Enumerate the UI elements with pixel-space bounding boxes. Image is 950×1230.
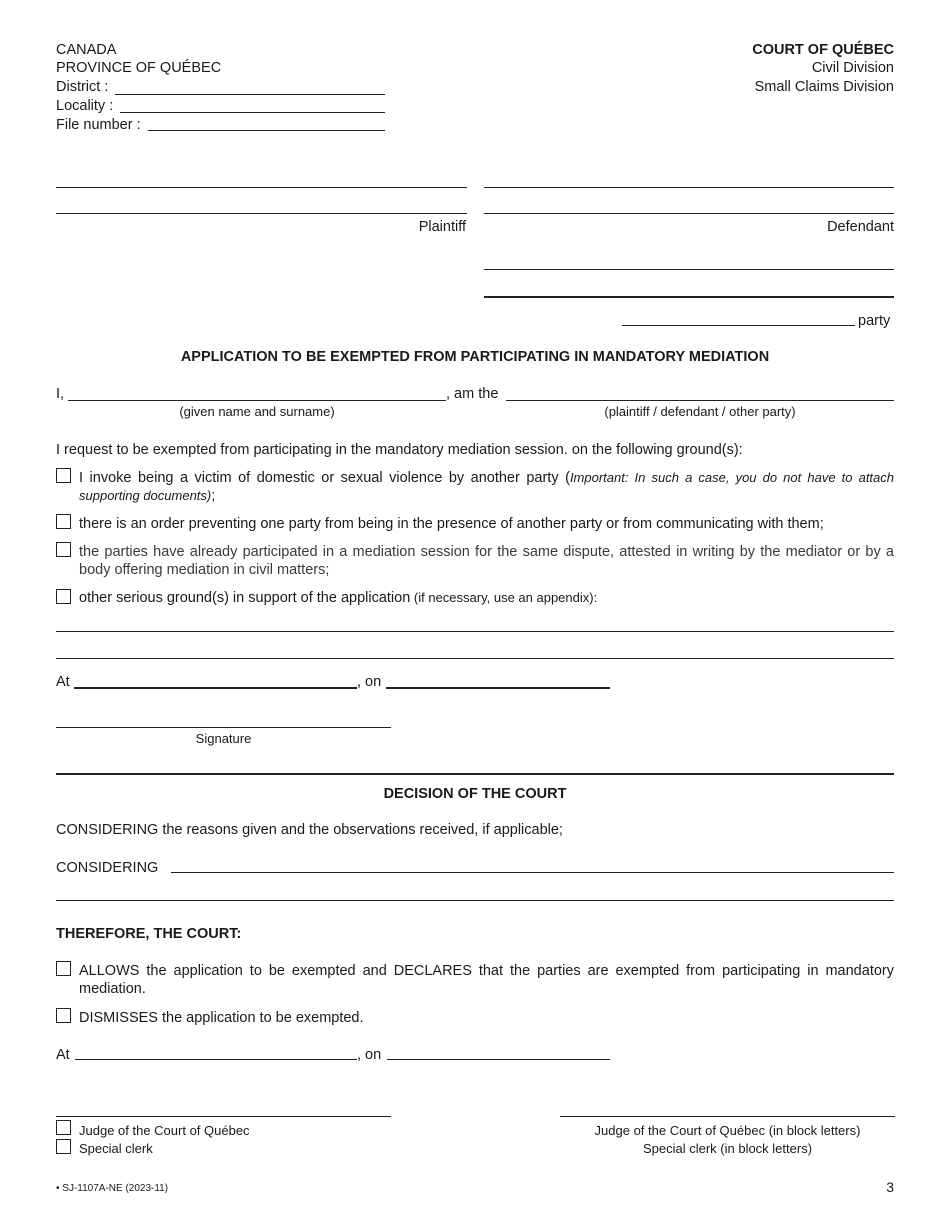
sub-division-label: Small Claims Division <box>754 79 894 95</box>
ground-violence-end: ; <box>211 488 216 504</box>
judge-checkbox[interactable] <box>56 1120 71 1135</box>
application-title: APPLICATION TO BE EXEMPTED FROM PARTICIPATING IN MANDATORY MEDIATION <box>180 349 770 365</box>
court-name: COURT OF QUÉBEC <box>752 42 894 58</box>
ground-mediation-checkbox[interactable] <box>56 542 71 557</box>
decision-at-field[interactable] <box>75 1059 357 1060</box>
decision-title: DECISION OF THE COURT <box>383 786 567 802</box>
ground-violence-checkbox[interactable] <box>56 468 71 483</box>
name-hint: (given name and surname) <box>179 404 335 419</box>
other-ground-line-2[interactable] <box>56 658 894 659</box>
judge-block-label: Judge of the Court of Québec (in block letters) <box>594 1123 861 1138</box>
decision-on-field[interactable] <box>387 1059 610 1060</box>
allows-text: ALLOWS the application to be exempted and DECLARES that the parties are exempted from participating in mandatory mediation. <box>79 963 894 997</box>
clerk-block-label: Special clerk (in block letters) <box>642 1141 813 1156</box>
ground-violence-text <box>79 469 894 505</box>
ground-order-text: there is an order preventing one party from being in the presence of another party or from communicating with them; <box>79 516 824 532</box>
defendant-label: Defendant <box>827 219 894 235</box>
section-divider <box>56 773 894 775</box>
clerk-checkbox[interactable] <box>56 1139 71 1154</box>
dismisses-checkbox[interactable] <box>56 1008 71 1023</box>
ground-order-checkbox[interactable] <box>56 514 71 529</box>
other-ground-line-1[interactable] <box>56 631 894 632</box>
form-code: • SJ-1107A-NE (2023-11) <box>56 1183 169 1194</box>
plaintiff-label: Plaintiff <box>418 219 466 235</box>
page-number: 3 <box>886 1179 894 1195</box>
i-label: I, <box>56 386 65 402</box>
plaintiff-line-1[interactable] <box>56 187 467 188</box>
considering-field-1[interactable] <box>171 872 894 873</box>
applicant-role-field[interactable] <box>506 400 894 401</box>
ground-other-checkbox[interactable] <box>56 589 71 604</box>
other-party-line-1[interactable] <box>484 269 894 270</box>
party-type-field[interactable] <box>622 325 855 326</box>
signature-field[interactable] <box>56 727 391 728</box>
considering-reasons: CONSIDERING the reasons given and the observations received, if applicable; <box>56 822 563 838</box>
locality-field[interactable] <box>120 112 385 113</box>
party-label: party <box>858 313 891 329</box>
judge-block-letters-field[interactable] <box>560 1116 895 1117</box>
ground-other-main: other serious ground(s) in support of the application <box>79 590 411 606</box>
country-label: CANADA <box>56 42 117 58</box>
file-number-field[interactable] <box>148 130 385 131</box>
district-field[interactable] <box>115 94 385 95</box>
applicant-name-field[interactable] <box>68 400 446 401</box>
division-label: Civil Division <box>811 60 894 76</box>
ground-mediation-text: the parties have already participated in a mediation session for the same dispute, attested in writing by the mediator or by a body offering mediation in civil matters; <box>79 544 894 578</box>
decision-on-label: , on <box>357 1047 382 1063</box>
therefore-label: THEREFORE, THE COURT: <box>56 926 242 942</box>
clerk-label: Special clerk <box>79 1141 153 1156</box>
at-label: At <box>56 674 70 690</box>
judge-label: Judge of the Court of Québec <box>79 1123 250 1138</box>
dismisses-text: DISMISSES the application to be exempted. <box>79 1010 364 1026</box>
considering-label: CONSIDERING <box>56 860 159 876</box>
ground-violence-note: Important: In such a case, you do not have to attach supporting documents) <box>79 470 894 503</box>
district-label: District : <box>56 79 109 95</box>
request-text: I request to be exempted from participating in the mandatory mediation session. on the following ground(s): <box>56 442 743 458</box>
am-the-label: , am the <box>446 386 499 402</box>
file-number-label: File number : <box>56 117 141 133</box>
allows-checkbox[interactable] <box>56 961 71 976</box>
on-date-field[interactable] <box>386 687 610 689</box>
on-label: , on <box>357 674 382 690</box>
considering-field-2[interactable] <box>56 900 894 901</box>
role-hint: (plaintiff / defendant / other party) <box>604 404 796 419</box>
ground-other-text <box>79 590 597 606</box>
plaintiff-line-2[interactable] <box>56 213 467 214</box>
ground-other-note: (if necessary, use an appendix): <box>410 590 598 605</box>
other-party-line-2[interactable] <box>484 296 894 298</box>
signature-label: Signature <box>195 731 252 746</box>
defendant-line-1[interactable] <box>484 187 894 188</box>
province-label: PROVINCE OF QUÉBEC <box>56 60 222 76</box>
decision-at-label: At <box>56 1047 70 1063</box>
locality-label: Locality : <box>56 98 114 114</box>
at-place-field[interactable] <box>74 687 357 689</box>
defendant-line-2[interactable] <box>484 213 894 214</box>
judge-signature-field[interactable] <box>56 1116 391 1117</box>
ground-violence-main: I invoke being a victim of domestic or sexual violence by another party ( <box>79 470 570 486</box>
